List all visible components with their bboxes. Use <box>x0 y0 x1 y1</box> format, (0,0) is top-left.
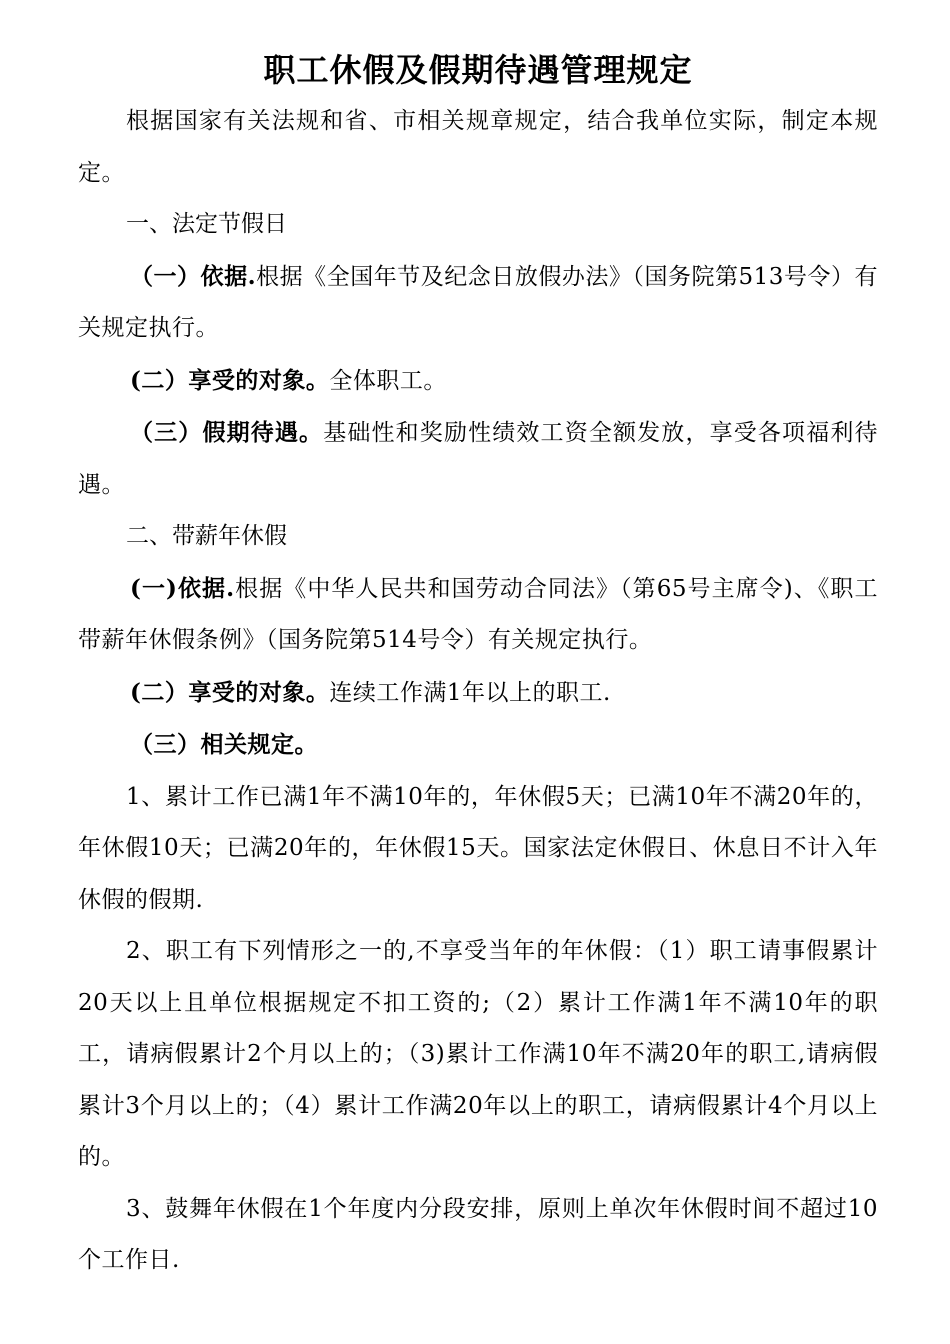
section-1-item-3 <box>78 407 878 511</box>
section-1-item-2-label: (二）享受的对象。 <box>130 366 330 394</box>
intro-paragraph: 根据国家有关法规和省、市相关规章规定，结合我单位实际，制定本规定。 <box>78 108 878 186</box>
section-1-item-3-text: 基础性和奖励性绩效工资全额发放，享受各项福利待遇。 <box>78 420 879 498</box>
section-1-item-1-label: （一）依据. <box>130 262 257 290</box>
section-2-item-1-label: (一)依据. <box>130 574 235 602</box>
section-2-rule-3: 3、鼓舞年休假在1个年度内分段安排，原则上单次年休假时间不超过10个工作日. <box>78 1195 878 1273</box>
document-title: 职工休假及假期待遇管理规定 <box>263 51 693 89</box>
document-page <box>78 44 878 1287</box>
section-2-rule-1: 1、累计工作已满1年不满10年的，年休假5天；已满10年不满20年的，年休假10天；已满20年的，年休假15天。国家法定休假日、休息日不计入年休假的假期. <box>78 783 878 913</box>
section-2-item-2 <box>78 667 878 720</box>
section-2-item-3 <box>78 719 878 772</box>
section-1-item-2-text: 全体职工。 <box>329 367 447 394</box>
section-1-item-1-text: 根据《全国年节及纪念日放假办法》（国务院第513号令）有关规定执行。 <box>78 263 878 341</box>
section-2-heading: 二、带薪年休假 <box>126 523 287 549</box>
section-1-item-1 <box>78 251 878 355</box>
section-2-item-1-text: 根据《中华人民共和国劳动合同法》（第65号主席令)、《职工带薪年休假条例》（国务院第514号令）有关规定执行。 <box>78 575 878 653</box>
section-2-item-2-text: 连续工作满1年以上的职工. <box>329 679 611 706</box>
section-1-item-2 <box>78 355 878 408</box>
section-1-item-3-label: （三）假期待遇。 <box>130 419 324 446</box>
section-2-rule-2: 2、职工有下列情形之一的,不享受当年的年休假：（1）职工请事假累计20天以上且单位根据规定不扣工资的;（2）累计工作满1年不满10年的职工，请病假累计2个月以上的；（3)累计工作满10年不满20年的职工,请病假累计3个月以上的；（4）累计工作满20年以上的职工，请病假累计4个月以上的。 <box>78 938 878 1170</box>
section-1-heading: 一、法定节假日 <box>126 211 287 237</box>
section-2-item-1 <box>78 563 878 667</box>
section-2-item-3-label: （三）相关规定。 <box>130 731 318 758</box>
section-2-item-2-label: (二）享受的对象。 <box>130 678 330 706</box>
